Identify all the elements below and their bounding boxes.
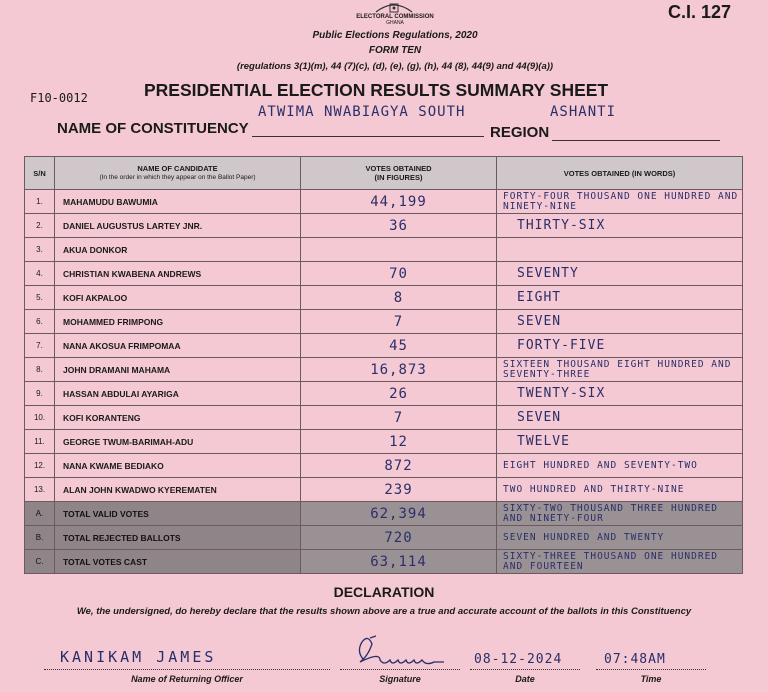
votes-words: TWELVE bbox=[497, 430, 743, 454]
votes-figures: 45 bbox=[301, 334, 497, 358]
candidate-name: JOHN DRAMANI MAHAMA bbox=[55, 358, 301, 382]
total-row bbox=[25, 502, 743, 526]
row-sn: C. bbox=[25, 550, 55, 574]
commission-country: GHANA bbox=[386, 20, 404, 26]
candidate-header bbox=[55, 157, 301, 190]
row-sn: 2. bbox=[25, 214, 55, 238]
figures-header-sub: (IN FIGURES) bbox=[374, 173, 423, 182]
date-caption: Date bbox=[515, 674, 535, 684]
candidate-header-title: NAME OF CANDIDATE bbox=[137, 164, 218, 173]
votes-figures: 62,394 bbox=[301, 502, 497, 526]
votes-words: TWENTY-SIX bbox=[497, 382, 743, 406]
page-title: PRESIDENTIAL ELECTION RESULTS SUMMARY SHEET bbox=[144, 80, 609, 100]
time-caption: Time bbox=[640, 674, 662, 684]
constituency-value: ATWIMA NWABIAGYA SOUTH bbox=[258, 104, 466, 120]
votes-words: EIGHT bbox=[497, 286, 743, 310]
figures-header bbox=[301, 157, 497, 190]
votes-words: SEVEN bbox=[497, 406, 743, 430]
table-row bbox=[25, 214, 743, 238]
declaration-text: We, the undersigned, do hereby declare that the results shown above are a true and accurate account of the ballots in this Constituency bbox=[76, 606, 692, 617]
row-sn: A. bbox=[25, 502, 55, 526]
regulations-detail: (regulations 3(1)(m), 44 (7)(c), (d), (e), (g), (h), 44 (8), 44(9) and 44(9)(a)) bbox=[236, 61, 554, 72]
candidate-name: HASSAN ABDULAI AYARIGA bbox=[55, 382, 301, 406]
region-label: REGION bbox=[490, 124, 550, 141]
table-row bbox=[25, 190, 743, 214]
row-sn: 1. bbox=[25, 190, 55, 214]
candidate-name: AKUA DONKOR bbox=[55, 238, 301, 262]
row-sn: 12. bbox=[25, 454, 55, 478]
candidate-name: MAHAMUDU BAWUMIA bbox=[55, 190, 301, 214]
votes-figures: 239 bbox=[301, 478, 497, 502]
candidate-name: CHRISTIAN KWABENA ANDREWS bbox=[55, 262, 301, 286]
row-sn: 11. bbox=[25, 430, 55, 454]
votes-figures bbox=[301, 238, 497, 262]
candidate-name: DANIEL AUGUSTUS LARTEY JNR. bbox=[55, 214, 301, 238]
table-header-row bbox=[25, 157, 743, 190]
time-line bbox=[596, 669, 706, 670]
officer-caption: Name of Returning Officer bbox=[131, 674, 243, 684]
votes-figures: 7 bbox=[301, 310, 497, 334]
officer-line bbox=[44, 669, 330, 670]
table-row bbox=[25, 334, 743, 358]
votes-words: SIXTY-TWO THOUSAND THREE HUNDRED AND NINETY-FOUR bbox=[497, 502, 743, 526]
candidate-name: GEORGE TWUM-BARIMAH-ADU bbox=[55, 430, 301, 454]
table-row bbox=[25, 406, 743, 430]
words-header: VOTES OBTAINED (IN WORDS) bbox=[497, 157, 743, 190]
region-value: ASHANTI bbox=[550, 104, 617, 120]
votes-figures: 44,199 bbox=[301, 190, 497, 214]
candidate-name: NANA KWAME BEDIAKO bbox=[55, 454, 301, 478]
table-row bbox=[25, 262, 743, 286]
officer-name: KANIKAM JAMES bbox=[60, 648, 217, 666]
table-row bbox=[25, 310, 743, 334]
figures-header-title: VOTES OBTAINED bbox=[365, 164, 432, 173]
candidate-name: KOFI AKPALOO bbox=[55, 286, 301, 310]
total-row bbox=[25, 550, 743, 574]
votes-figures: 16,873 bbox=[301, 358, 497, 382]
votes-words: THIRTY-SIX bbox=[497, 214, 743, 238]
row-sn: B. bbox=[25, 526, 55, 550]
votes-figures: 63,114 bbox=[301, 550, 497, 574]
votes-words: FORTY-FOUR THOUSAND ONE HUNDRED AND NINETY-NINE bbox=[497, 190, 743, 214]
signature-caption: Signature bbox=[379, 674, 421, 684]
candidate-name: TOTAL VALID VOTES bbox=[55, 502, 301, 526]
table-row bbox=[25, 286, 743, 310]
votes-words bbox=[497, 238, 743, 262]
total-row bbox=[25, 526, 743, 550]
table-row bbox=[25, 238, 743, 262]
form-code: F10-0012 bbox=[30, 91, 88, 105]
candidate-name: KOFI KORANTENG bbox=[55, 406, 301, 430]
row-sn: 4. bbox=[25, 262, 55, 286]
votes-words: FORTY-FIVE bbox=[497, 334, 743, 358]
row-sn: 6. bbox=[25, 310, 55, 334]
declaration-time: 07:48AM bbox=[604, 652, 666, 667]
row-sn: 10. bbox=[25, 406, 55, 430]
declaration-date: 08-12-2024 bbox=[474, 652, 563, 667]
row-sn: 7. bbox=[25, 334, 55, 358]
candidate-name: TOTAL VOTES CAST bbox=[55, 550, 301, 574]
votes-words: SEVEN HUNDRED AND TWENTY bbox=[497, 526, 743, 550]
votes-figures: 70 bbox=[301, 262, 497, 286]
form-reference: C.I. 127 bbox=[668, 2, 732, 22]
votes-figures: 8 bbox=[301, 286, 497, 310]
table-row bbox=[25, 454, 743, 478]
row-sn: 9. bbox=[25, 382, 55, 406]
region-underline bbox=[552, 140, 720, 141]
row-sn: 3. bbox=[25, 238, 55, 262]
votes-words: TWO HUNDRED AND THIRTY-NINE bbox=[497, 478, 743, 502]
commission-name: ELECTORAL COMMISSION bbox=[356, 14, 434, 20]
table-row bbox=[25, 382, 743, 406]
table-row bbox=[25, 478, 743, 502]
regulations-title: Public Elections Regulations, 2020 bbox=[312, 30, 478, 41]
votes-words: SEVENTY bbox=[497, 262, 743, 286]
table-row bbox=[25, 358, 743, 382]
signature-line bbox=[340, 669, 460, 670]
votes-figures: 36 bbox=[301, 214, 497, 238]
candidate-name: ALAN JOHN KWADWO KYEREMATEN bbox=[55, 478, 301, 502]
votes-figures: 12 bbox=[301, 430, 497, 454]
constituency-underline bbox=[252, 136, 484, 137]
results-table bbox=[24, 156, 743, 574]
votes-words: SEVEN bbox=[497, 310, 743, 334]
sn-header: S/N bbox=[25, 157, 55, 190]
votes-figures: 7 bbox=[301, 406, 497, 430]
row-sn: 5. bbox=[25, 286, 55, 310]
votes-words: EIGHT HUNDRED AND SEVENTY-TWO bbox=[497, 454, 743, 478]
votes-figures: 26 bbox=[301, 382, 497, 406]
candidate-name: MOHAMMED FRIMPONG bbox=[55, 310, 301, 334]
row-sn: 13. bbox=[25, 478, 55, 502]
votes-words: SIXTEEN THOUSAND EIGHT HUNDRED AND SEVENTY-THREE bbox=[497, 358, 743, 382]
candidate-header-sub: (In the order in which they appear on the Ballot Paper) bbox=[99, 174, 256, 181]
table-row bbox=[25, 430, 743, 454]
row-sn: 8. bbox=[25, 358, 55, 382]
signature bbox=[350, 632, 450, 672]
constituency-label: NAME OF CONSTITUENCY bbox=[57, 120, 249, 137]
votes-words: SIXTY-THREE THOUSAND ONE HUNDRED AND FOURTEEN bbox=[497, 550, 743, 574]
votes-figures: 872 bbox=[301, 454, 497, 478]
form-name: FORM TEN bbox=[368, 45, 422, 56]
date-line bbox=[470, 669, 580, 670]
declaration-title: DECLARATION bbox=[333, 584, 435, 600]
coat-of-arms-icon bbox=[372, 0, 416, 14]
candidate-name: TOTAL REJECTED BALLOTS bbox=[55, 526, 301, 550]
votes-figures: 720 bbox=[301, 526, 497, 550]
candidate-name: NANA AKOSUA FRIMPOMAA bbox=[55, 334, 301, 358]
